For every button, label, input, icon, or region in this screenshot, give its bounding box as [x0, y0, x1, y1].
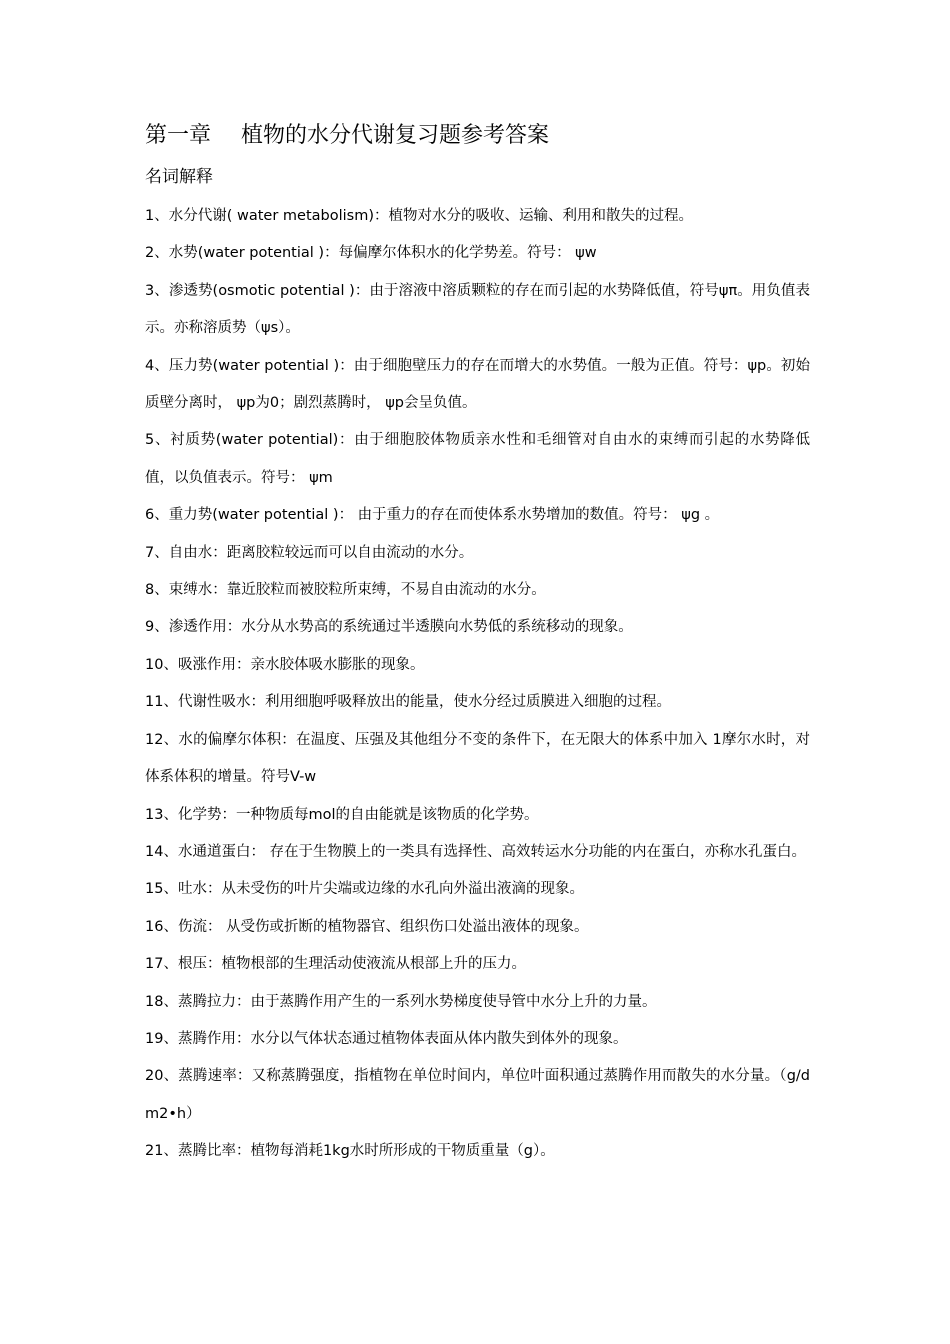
- definition-list: [145, 198, 810, 1171]
- definition-entry: 8、束缚水：靠近胶粒而被胶粒所束缚，不易自由流动的水分。: [145, 582, 546, 599]
- definition-entry: 1、水分代谢( water metabolism)：植物对水分的吸收、运输、利用和散失的过程。: [145, 208, 693, 224]
- definition-entry: 19、蒸腾作用：水分以气体状态通过植物体表面从体内散失到体外的现象。: [145, 1030, 628, 1047]
- definition-entry: 11、代谢性吸水：利用细胞呼吸释放出的能量，使水分经过质膜进入细胞的过程。: [145, 694, 671, 711]
- definition-entry: 3、渗透势(osmotic potential )：由于溶液中溶质颗粒的存在而引起的水势降低值，符号ψπ。用负值表示。亦称溶质势（ψs）。: [145, 282, 810, 337]
- definition-entry: 13、化学势：一种物质每mol的自由能就是该物质的化学势。: [145, 806, 539, 823]
- chapter-title: 植物的水分代谢复习题参考答案: [241, 123, 550, 148]
- definition-entry: 18、蒸腾拉力：由于蒸腾作用产生的一系列水势梯度使导管中水分上升的力量。: [145, 993, 657, 1010]
- definition-entry: 21、蒸腾比率：植物每消耗1kg水时所形成的干物质重量（g）。: [145, 1143, 555, 1160]
- section-heading: 名词解释: [145, 167, 213, 187]
- definition-entry: 12、水的偏摩尔体积：在温度、压强及其他组分不变的条件下，在无限大的体系中加入 1摩尔水时，对体系体积的增量。符号V-w: [145, 731, 810, 786]
- definition-entry: 7、自由水：距离胶粒较远而可以自由流动的水分。: [145, 544, 474, 561]
- document-title: [145, 118, 810, 154]
- definition-entry: 14、水通道蛋白： 存在于生物膜上的一类具有选择性、高效转运水分功能的内在蛋白，亦称水孔蛋白。: [145, 843, 807, 860]
- definition-entry: 10、吸涨作用：亲水胶体吸水膨胀的现象。: [145, 656, 425, 673]
- definition-entry: 2、水势(water potential )：每偏摩尔体积水的化学势差。符号： ψw: [145, 245, 597, 262]
- definition-entry: 20、蒸腾速率：又称蒸腾强度，指植物在单位时间内，单位叶面积通过蒸腾作用而散失的水分量。（g/dm2•h）: [145, 1068, 810, 1122]
- definition-entry: 15、吐水：从未受伤的叶片尖端或边缘的水孔向外溢出液滴的现象。: [145, 881, 584, 898]
- chapter-label: 第一章: [145, 123, 212, 148]
- definition-entry: 9、渗透作用：水分从水势高的系统通过半透膜向水势低的系统移动的现象。: [145, 619, 633, 636]
- definition-entry: 17、根压：植物根部的生理活动使液流从根部上升的压力。: [145, 956, 526, 973]
- definition-entry: 16、伤流： 从受伤或折断的植物器官、组织伤口处溢出液体的现象。: [145, 918, 589, 935]
- definition-entry: 4、压力势(water potential )：由于细胞壁压力的存在而增大的水势值。一般为正值。符号：ψp。初始质壁分离时， ψp为0；剧烈蒸腾时， ψp会呈负值。: [145, 357, 810, 412]
- definition-entry: 5、衬质势(water potential)：由于细胞胶体物质亲水性和毛细管对自由水的束缚而引起的水势降低值，以负值表示。符号： ψm: [145, 432, 810, 486]
- definition-entry: 6、重力势(water potential )： 由于重力的存在而使体系水势增加的数值。符号： ψg 。: [145, 507, 720, 524]
- document-content: [145, 118, 810, 1171]
